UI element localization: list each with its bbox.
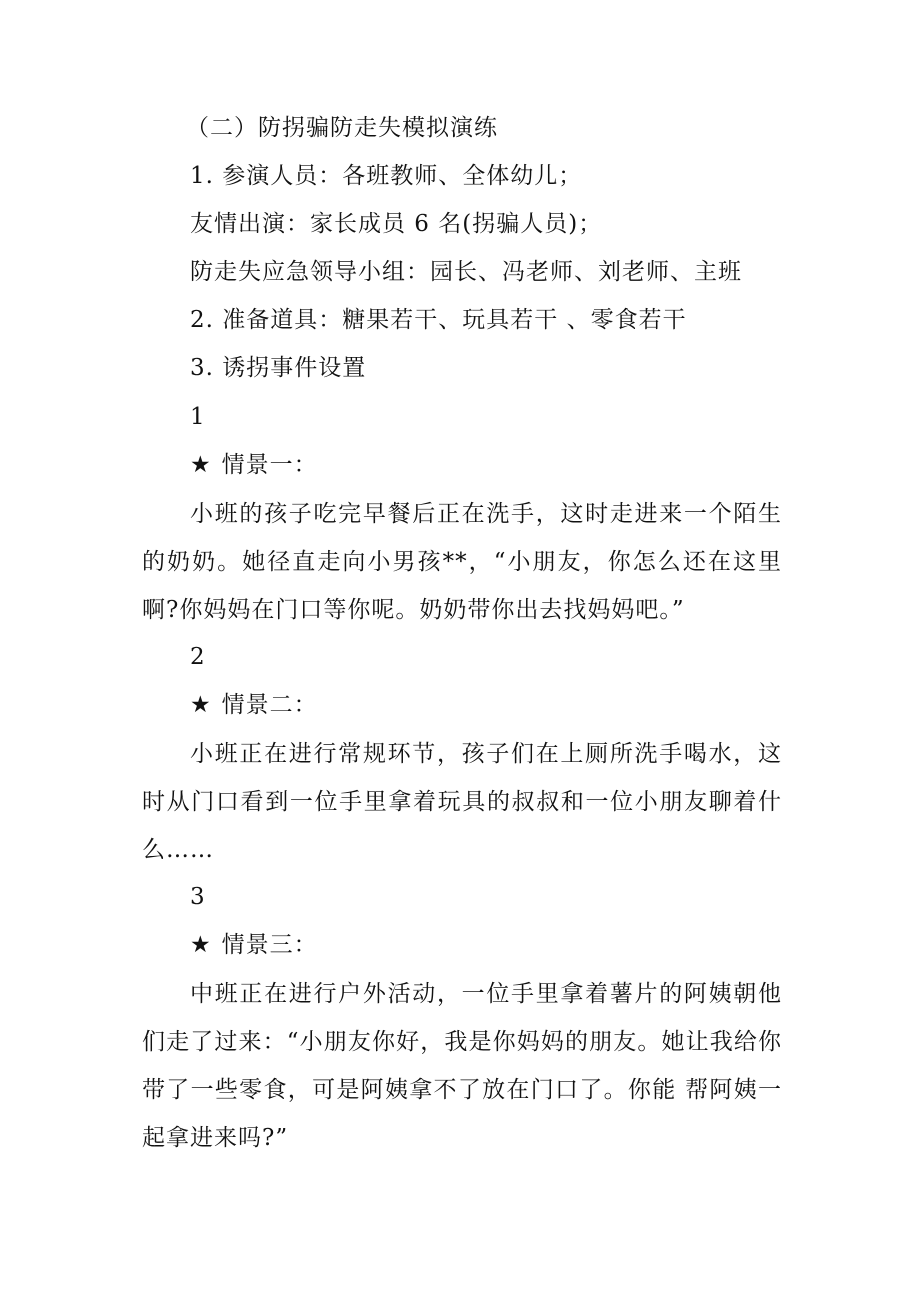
scene-paragraph: 中班正在进行户外活动，一位手里拿着薯片的阿姨朝他们走了过来：“小朋友你好，我是你妈妈的朋友。她让我给你带了一些零食，可是阿姨拿不了放在门口了。你能 帮阿姨一起拿进来吗?” <box>142 981 782 1151</box>
star-icon: ★ <box>190 932 212 958</box>
guest-performers-line: 友情出演：家长成员 6 名(拐骗人员)； <box>190 211 603 237</box>
scene-title: 情景二： <box>221 692 318 718</box>
props-line: 2. 准备道具：糖果若干、玩具若干 、零食若干 <box>190 307 687 333</box>
scene-title-row <box>190 450 318 480</box>
star-icon: ★ <box>190 452 212 478</box>
scene-title: 情景一： <box>221 452 318 478</box>
scene-title-row <box>190 930 318 960</box>
scene-number: 3 <box>190 884 206 910</box>
scene-number: 2 <box>190 644 206 670</box>
scene-title: 情景三： <box>221 932 318 958</box>
participants-line: 1. 参演人员：各班教师、全体幼儿； <box>190 163 583 189</box>
scene-paragraph: 小班的孩子吃完早餐后正在洗手，这时走进来一个陌生的奶奶。她径直走向小男孩**，“小朋友，你怎么还在这里啊?你妈妈在门口等你呢。奶奶带你出去找妈妈吧。” <box>142 501 782 623</box>
scene-title-row <box>190 690 318 720</box>
event-setup-line: 3. 诱拐事件设置 <box>190 355 367 381</box>
scene-paragraph: 小班正在进行常规环节，孩子们在上厕所洗手喝水，这时从门口看到一位手里拿着玩具的叔叔和一位小朋友聊着什么…… <box>142 741 782 863</box>
leadership-group-line: 防走失应急领导小组：园长、冯老师、刘老师、主班 <box>190 259 742 285</box>
section-heading: （二）防拐骗防走失模拟演练 <box>186 115 498 141</box>
star-icon: ★ <box>190 692 212 718</box>
scene-number: 1 <box>190 404 206 430</box>
